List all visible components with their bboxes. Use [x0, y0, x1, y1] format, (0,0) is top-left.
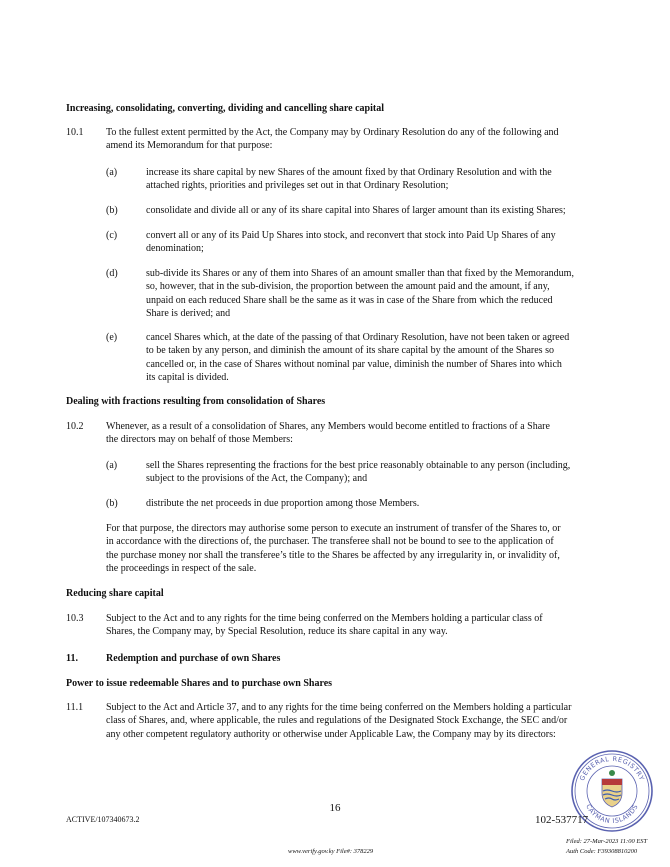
- text-line: so, however, that in the sub-division, the proportion between the amount paid and the amount, if any,: [146, 281, 550, 293]
- item-label-b: (b): [106, 498, 118, 509]
- item-label-d: (d): [106, 268, 118, 279]
- text-line: convert all or any of its Paid Up Shares into stock, and reconvert that stock into Paid Up Shares of any: [146, 230, 556, 241]
- text-line: For that purpose, the directors may authorise some person to execute an instrument of transfer of the Shares to, or: [106, 523, 561, 534]
- clause-number-11-1: 11.1: [66, 702, 84, 713]
- item-label-a: (a): [106, 460, 118, 471]
- text-line: denomination;: [146, 243, 204, 255]
- text-line: To the fullest extent permitted by the Act, the Company may by Ordinary Resolution do any of the following and: [106, 127, 559, 138]
- text-line: the directors may on behalf of those Members:: [106, 434, 293, 446]
- stamp-number: 102-537717: [535, 814, 589, 826]
- text-line: cancelled or, in the case of Shares without nominal par value, diminish the number of Shares into which: [146, 358, 562, 370]
- item-10-1-a-text: [146, 166, 604, 193]
- text-line: attached rights, priorities and privileges set out in that Ordinary Resolution;: [146, 180, 449, 192]
- section-heading-reducing: Reducing share capital: [66, 588, 164, 599]
- page-number: 16: [329, 802, 341, 814]
- item-10-2-b-text: [146, 497, 604, 510]
- text-line: Subject to the Act and Article 37, and to any rights for the time being conferred on the Members holding a particular: [106, 702, 572, 713]
- text-line: unpaid on each reduced Share shall be the same as it was in case of the Share from which the reduced: [146, 294, 553, 306]
- item-label-e: (e): [106, 332, 118, 343]
- text-line: sell the Shares representing the fractions for the best price reasonably obtainable to any person (including,: [146, 460, 571, 471]
- text-line: class of Shares, and, where applicable, the rules and regulations of the Designated Stock Exchange, the SEC and/or: [106, 715, 568, 727]
- clause-10-2-text: [106, 420, 604, 447]
- text-line: cancel Shares which, at the date of the passing of that Ordinary Resolution, have not been taken or agreed: [146, 332, 570, 343]
- text-line: subject to the provisions of the Act, the Company); and: [146, 473, 368, 485]
- item-10-2-a-text: [146, 459, 604, 486]
- section-heading-redeemable: Power to issue redeemable Shares and to purchase own Shares: [66, 678, 333, 689]
- verify-website: www.verify.gov.ky File#: 378229: [288, 848, 374, 855]
- item-10-1-e-text: [146, 331, 604, 385]
- clause-11-title: Redemption and purchase of own Shares: [106, 653, 281, 664]
- clause-10-3-text: [106, 612, 604, 639]
- auth-code: Auth Code: F39308810200: [566, 848, 638, 855]
- clause-number-10-1: 10.1: [66, 127, 84, 138]
- text-line: Subject to the Act and to any rights for the time being conferred on the Members holding a particular class of: [106, 613, 543, 624]
- clause-10-1-text: [106, 126, 604, 153]
- item-10-1-c-text: [146, 229, 604, 256]
- text-line: its capital is divided.: [146, 372, 229, 384]
- text-line: consolidate and divide all or any of its share capital into Shares of larger amount than its existing Shares;: [146, 205, 566, 216]
- seal-bottom-text: CAYMAN ISLANDS: [584, 802, 640, 826]
- text-line: sub-divide its Shares or any of them into Shares of an amount smaller than that fixed by the Memorandum,: [146, 268, 574, 279]
- text-line: Whenever, as a result of a consolidation of Shares, any Members would become entitled to fractions of a Share: [106, 421, 550, 432]
- clause-number-10-3: 10.3: [66, 613, 84, 624]
- text-line: to be taken by any person, and diminish the amount of its share capital by the amount of the Shares so: [146, 345, 554, 357]
- item-label-a: (a): [106, 167, 118, 178]
- text-line: increase its share capital by new Shares of the amount fixed by that Ordinary Resolution and with the: [146, 167, 552, 178]
- coat-of-arms-icon: [602, 770, 622, 807]
- item-10-1-d-text: [146, 267, 604, 321]
- clause-number-10-2: 10.2: [66, 421, 84, 432]
- section-heading-increasing: Increasing, consolidating, converting, dividing and cancelling share capital: [66, 103, 384, 114]
- section-heading-fractions: Dealing with fractions resulting from consolidation of Shares: [66, 396, 326, 407]
- clause-10-2-followup: [106, 522, 604, 576]
- text-line: amend its Memorandum for that purpose:: [106, 140, 273, 152]
- filed-stamp: Filed: 27-Mar-2023 11:00 EST: [566, 838, 648, 845]
- item-10-1-b-text: [146, 204, 604, 217]
- item-label-b: (b): [106, 205, 118, 216]
- seal-top-text: GENERAL REGISTRY: [578, 754, 646, 782]
- text-line: in accordance with the directions of, the purchaser. The transferee shall not be bound to see to the application of: [106, 536, 554, 548]
- text-line: Shares, the Company may, by Special Resolution, reduce its share capital in any way.: [106, 626, 448, 638]
- text-line: the purchase money nor shall the transferee’s title to the Shares be affected by any irregularity in, or invalidity of,: [106, 549, 560, 561]
- text-line: distribute the net proceeds in due proportion among those Members.: [146, 498, 420, 509]
- clause-11-1-text: [106, 701, 604, 741]
- clause-number-11: 11.: [66, 653, 78, 664]
- text-line: any other competent regulatory authority or otherwise under Applicable Law, the Company may by its directors:: [106, 728, 556, 740]
- text-line: Share is derived; and: [146, 308, 231, 320]
- document-reference: ACTIVE/107340673.2: [66, 815, 140, 824]
- text-line: the proceedings in respect of the sale.: [106, 563, 257, 575]
- item-label-c: (c): [106, 230, 118, 241]
